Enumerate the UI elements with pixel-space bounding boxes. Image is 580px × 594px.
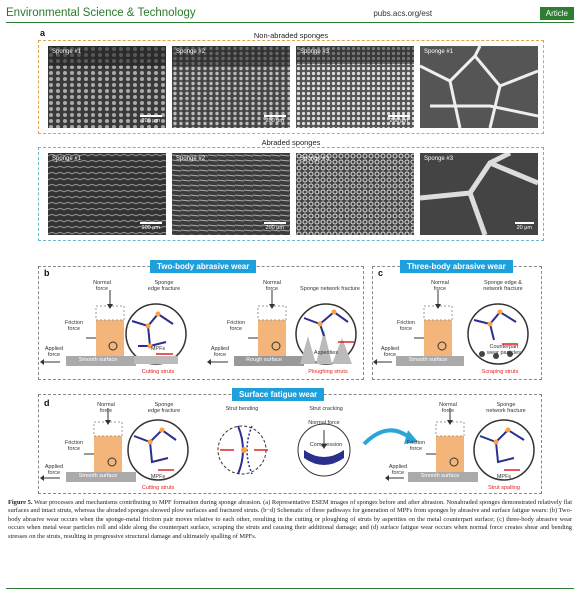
panel-c-title: Three-body abrasive wear: [400, 260, 513, 273]
normal-force-label: Normal force: [431, 280, 449, 293]
sem-tag: Sponge #1: [424, 49, 454, 55]
panel-d-label: d: [44, 398, 50, 408]
tension-label: Tension: [316, 466, 336, 472]
normal-force-label: Normal force: [263, 280, 281, 293]
result-label: Strut spalling: [488, 485, 520, 491]
figure-caption: [8, 499, 572, 541]
panel-c-label: c: [378, 268, 384, 278]
sem-image: [420, 153, 538, 235]
scale-bar: 200 μm: [389, 118, 408, 124]
surface-label: Smooth surface: [78, 473, 118, 479]
page-header: [6, 4, 574, 22]
scale-bar: 20 μm: [516, 225, 532, 231]
compression-label: Compression: [309, 442, 343, 448]
fracture-label: Sponge edge & network fracture: [483, 280, 523, 293]
applied-label: Applied force: [44, 464, 64, 477]
strut-bending-label: Strut bending: [225, 406, 259, 412]
sem-tag: Sponge #1: [52, 156, 82, 162]
non-abraded-title: Non-abraded sponges: [253, 31, 329, 40]
sem-image: [172, 46, 290, 128]
mpfs-label: MPFs: [150, 474, 166, 480]
sem-image: [420, 46, 538, 128]
applied-label: Applied force: [388, 464, 408, 477]
panel-b-title: Two-body abrasive wear: [150, 260, 256, 273]
sem-image: [296, 46, 414, 128]
sem-tag: Sponge #2: [176, 156, 206, 162]
fracture-label: Sponge edge fracture: [147, 402, 181, 415]
applied-label: Applied force: [210, 346, 230, 359]
sem-image: [48, 153, 166, 235]
sem-image: [48, 46, 166, 128]
scale-bar: 200 μm: [265, 118, 284, 124]
friction-label: Friction force: [64, 440, 84, 453]
caption-text: Wear processes and mechanisms contributing to MPF formation during sponge abrasion. (a) Representative ESEM images of sponges before and after abrasion. Nonabraded sponges demonstrated relatively flat surfaces and intact struts, whereas the abraded sponges showed plow surfaces and fractured struts. (b−d) Schematic of three pathways for generation of MPFs from sponges by abrasive and surface fatigue wears: (b) Two-body abrasive wear occurs when the sponge-metal friction pair moves relative to each other, resulting in the cutting or ploughing of struts by asperities on the metal counterpart surface; (c) three-body abrasive wear occurs when metal wear particles roll and slide along the counterpart surface, scraping the struts and causing their additional damage; and (d) surface fatigue wear occurs when normal force creates shear and bending stresses on the struts, resulting in progressive structural damage and ultimately spalling of MPFs.: [8, 499, 572, 540]
journal-title: Environmental Science & Technology: [6, 7, 196, 19]
fracture-label: Sponge network fracture: [486, 402, 526, 415]
asperities-label: Asperities: [313, 350, 339, 356]
caption-lead: Figure 5.: [8, 499, 33, 506]
normal-force-label: Normal force: [439, 402, 457, 415]
mpfs-label: MPFs: [496, 474, 512, 480]
friction-label: Friction force: [396, 320, 416, 333]
journal-url[interactable]: pubs.acs.org/est: [373, 8, 433, 18]
article-badge: Article: [540, 7, 574, 20]
sem-tag: Sponge #3: [424, 156, 454, 162]
scale-bar: 200 μm: [265, 225, 284, 231]
sem-tag: Sponge #3: [300, 156, 330, 162]
scale-bar: 200 μm: [141, 118, 160, 124]
normal-force-label: Normal force: [97, 402, 115, 415]
sem-image: [172, 153, 290, 235]
scale-bar: 200 μm: [141, 225, 160, 231]
sem-image: [296, 153, 414, 235]
panel-d-title: Surface fatigue wear: [232, 388, 324, 401]
strut-cracking-label: Strut cracking: [309, 406, 343, 412]
result-label: Ploughing struts: [308, 369, 348, 375]
panel-a-label: a: [40, 28, 46, 38]
fracture-label: Sponge edge fracture: [147, 280, 181, 293]
panel-b-label: b: [44, 268, 50, 278]
header-rule: [6, 22, 574, 23]
result-label: Cutting struts: [141, 485, 175, 491]
result-label: Cutting struts: [141, 369, 175, 375]
crack-normal-label: Normal force: [308, 420, 340, 426]
mpfs-label: MPFs: [150, 346, 166, 352]
friction-label: Friction force: [226, 320, 246, 333]
surface-label: Smooth surface: [420, 473, 460, 479]
sem-tag: Sponge #2: [176, 49, 206, 55]
sem-tag: Sponge #1: [52, 49, 82, 55]
surface-label: Smooth surface: [408, 357, 448, 363]
friction-label: Friction force: [64, 320, 84, 333]
abraded-title: Abraded sponges: [261, 138, 321, 147]
friction-label: Friction force: [406, 440, 426, 453]
applied-label: Applied force: [380, 346, 400, 359]
footer-rule: [6, 588, 574, 589]
result-label: Scraping struts: [481, 369, 519, 375]
particles-label: Counterpart wear particles: [487, 344, 521, 357]
surface-label: Rough surface: [246, 357, 282, 363]
sem-tag: Sponge #3: [300, 49, 330, 55]
applied-label: Applied force: [44, 346, 64, 359]
surface-label: Smooth surface: [78, 357, 118, 363]
fracture-label: Sponge network fracture: [300, 286, 360, 292]
normal-force-label: Normal force: [93, 280, 111, 293]
